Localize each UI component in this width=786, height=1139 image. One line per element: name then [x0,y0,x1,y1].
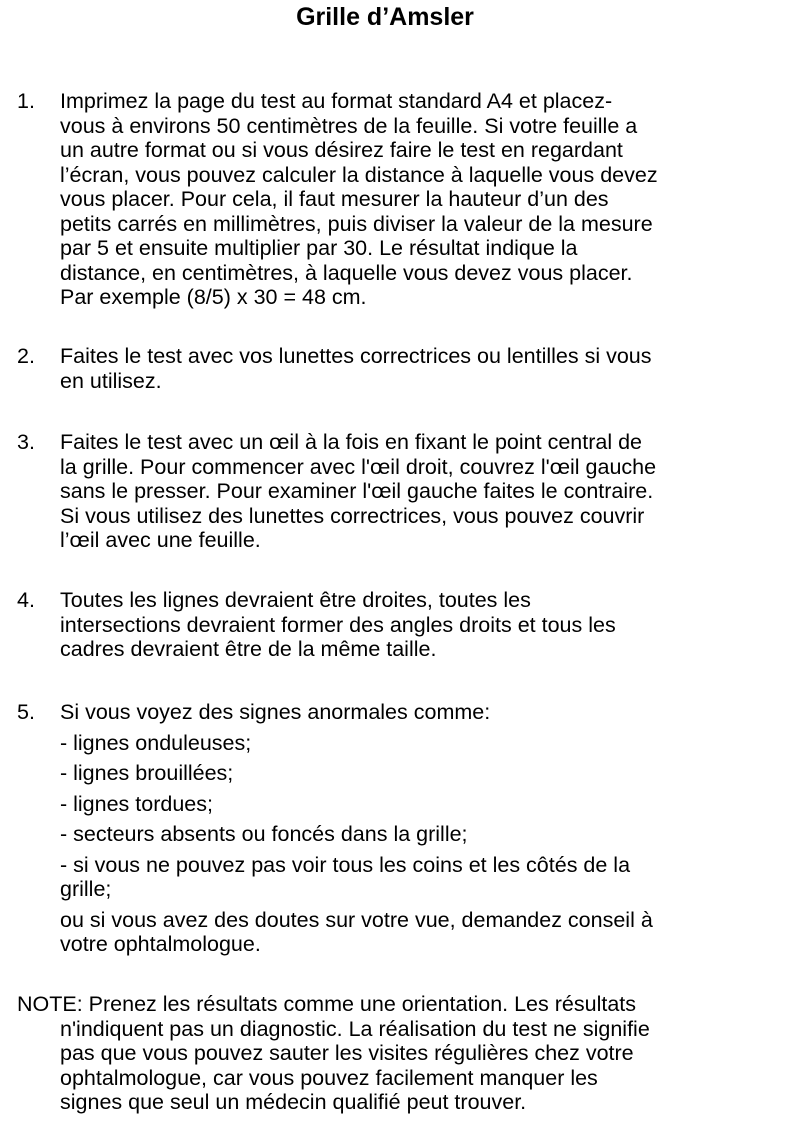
item-text [60,430,775,553]
note-paragraph [17,992,777,1115]
note-line: n'indiquent pas un diagnostic. La réalisation du test ne signifie [60,1016,650,1041]
item-text [60,89,775,310]
item-number: 2. [17,344,35,368]
bullet-line: - secteurs absents ou foncés dans la grille; [60,822,468,846]
text-line: Par exemple (8/5) x 30 = 48 cm. [60,285,367,309]
text-line: vous placer. Pour cela, il faut mesurer la hauteur d’un des [60,187,609,211]
note-line: ophtalmologue, car vous pouvez facilement manquer les [60,1065,598,1090]
bullet-line: - lignes onduleuses; [60,730,252,755]
bullet-line: grille; [60,877,112,901]
text-line: l’œil avec une feuille. [60,528,261,552]
text-line: Si vous utilisez des lunettes correctrices, vous pouvez couvrir [60,503,645,528]
item-number: 1. [17,89,35,113]
text-line: Faites le test avec vos lunettes correctrices ou lentilles si vous [60,344,652,368]
item-text [60,700,775,957]
text-line: sans le presser. Pour examiner l'œil gauche faites le contraire. [60,479,654,503]
item-number: 5. [17,700,35,724]
text-line: votre ophtalmologue. [60,932,261,956]
item-number: 4. [17,588,35,612]
bullet-line: - lignes brouillées; [60,761,234,785]
text-line: un autre format ou si vous désirez faire le test en regardant [60,138,623,162]
text-line: vous à environs 50 centimètres de la feuille. Si votre feuille a [60,113,638,138]
bullet-line: - lignes tordues; [60,791,213,816]
text-line: la grille. Pour commencer avec l'œil droit, couvrez l'œil gauche [60,454,657,479]
text-line: ou si vous avez des doutes sur votre vue, demandez conseil à [60,907,653,932]
text-line: distance, en centimètres, à laquelle vous devez vous placer. [60,260,633,285]
note-line: signes que seul un médecin qualifié peut trouver. [60,1090,527,1114]
text-line: Si vous voyez des signes anormales comme: [60,700,491,724]
item-text [60,344,775,393]
bullet-line: - si vous ne pouvez pas voir tous les coins et les côtés de la [60,852,631,877]
item-text [60,588,775,662]
item-number: 3. [17,430,35,454]
text-line: par 5 et ensuite multiplier par 30. Le résultat indique la [60,236,578,260]
page-title: Grille d’Amsler [296,3,474,31]
note-line: NOTE: Prenez les résultats comme une orientation. Les résultats [17,992,636,1016]
text-line: Imprimez la page du test au format standard A4 et placez- [60,89,613,113]
note-line: pas que vous pouvez sauter les visites régulières chez votre [60,1041,634,1065]
text-line: intersections devraient former des angles droits et tous les [60,612,616,637]
text-line: cadres devraient être de la même taille. [60,637,437,661]
text-line: Faites le test avec un œil à la fois en fixant le point central de [60,430,642,454]
text-line: Toutes les lignes devraient être droites, toutes les [60,588,531,612]
text-line: en utilisez. [60,368,162,393]
text-line: l’écran, vous pouvez calculer la distance à laquelle vous devez [60,162,658,187]
text-line: petits carrés en millimètres, puis diviser la valeur de la mesure [60,211,653,236]
